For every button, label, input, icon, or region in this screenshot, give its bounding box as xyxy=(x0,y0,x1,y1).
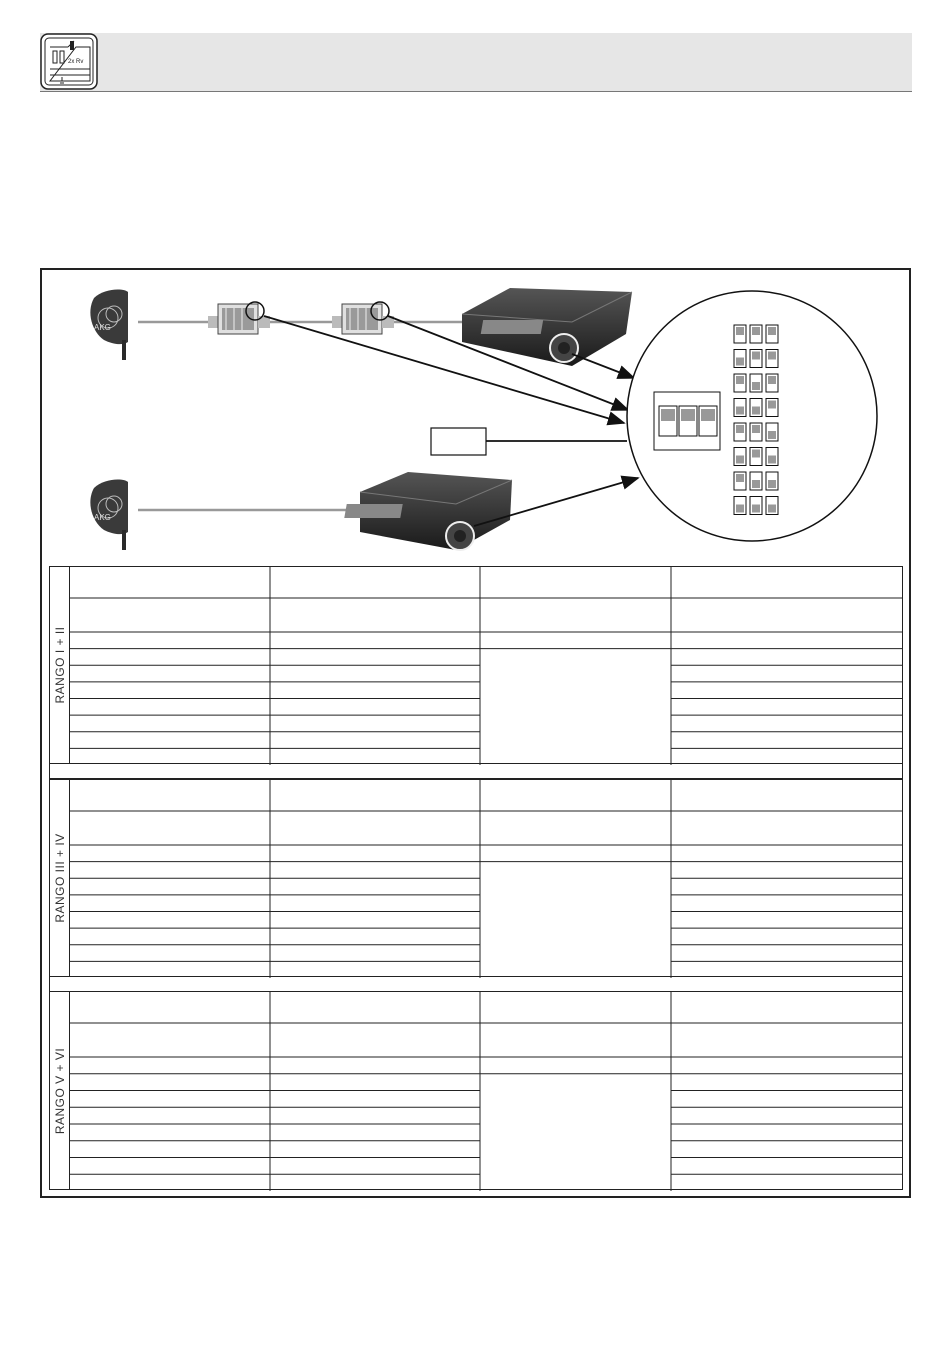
legend-switch-knob xyxy=(768,480,776,488)
legend-switch-knob xyxy=(752,407,760,415)
antenna-bottom xyxy=(90,480,128,550)
range-2-grid xyxy=(70,780,903,978)
range-2-table xyxy=(49,779,903,977)
label-box xyxy=(431,428,486,455)
legend-switch-knob xyxy=(736,474,744,482)
antenna-bottom-brand: AKG xyxy=(94,513,111,522)
legend-switch-knob xyxy=(736,425,744,433)
connection-diagram xyxy=(42,270,909,562)
legend-switch-knob xyxy=(768,456,776,464)
legend-switch-knob xyxy=(736,505,744,513)
range-gap-1 xyxy=(49,763,903,779)
legend-switch-knob xyxy=(736,327,744,335)
legend-switch-knob xyxy=(752,505,760,513)
header-bar xyxy=(40,33,912,92)
range-1-table xyxy=(49,566,903,764)
legend-switch-knob xyxy=(768,376,776,384)
legend-switch-knob xyxy=(752,382,760,390)
icon-text: 2x Rv xyxy=(68,59,84,65)
legend-switch-knob xyxy=(736,376,744,384)
legend-switch-knob xyxy=(768,505,776,513)
legend-switch-knob xyxy=(768,352,776,360)
range-2-label-cell xyxy=(50,780,70,976)
antenna-top-brand: AKG xyxy=(94,323,111,332)
legend-switch-knob xyxy=(752,480,760,488)
legend-switch-knob xyxy=(752,327,760,335)
booster-2 xyxy=(332,302,394,334)
range-3-table xyxy=(49,991,903,1190)
legend-switch-knob xyxy=(768,431,776,439)
booster-1 xyxy=(208,302,270,334)
legend-switch-knob xyxy=(752,425,760,433)
range-1-label-cell xyxy=(50,567,70,763)
range-3-label-cell xyxy=(50,992,70,1189)
legend-switch-knob xyxy=(736,456,744,464)
dip-switch-main xyxy=(654,392,720,450)
antenna-top xyxy=(90,290,128,360)
receiver-bottom xyxy=(344,472,512,550)
legend-switch-knob xyxy=(752,352,760,360)
legend-switch-knob xyxy=(768,327,776,335)
legend-switch-knob xyxy=(736,358,744,366)
range-1-label: RANGO I + II xyxy=(52,626,67,704)
legend-switch-knob xyxy=(768,401,776,409)
range-3-label: RANGO V + VI xyxy=(52,1047,67,1134)
legend-switch-knob xyxy=(736,407,744,415)
circuit-diagram-icon xyxy=(40,33,98,90)
range-1-grid xyxy=(70,567,903,765)
range-3-grid xyxy=(70,992,903,1191)
range-2-label: RANGO III + IV xyxy=(52,833,67,923)
range-gap-2 xyxy=(49,976,903,992)
legend-switch-knob xyxy=(752,450,760,458)
